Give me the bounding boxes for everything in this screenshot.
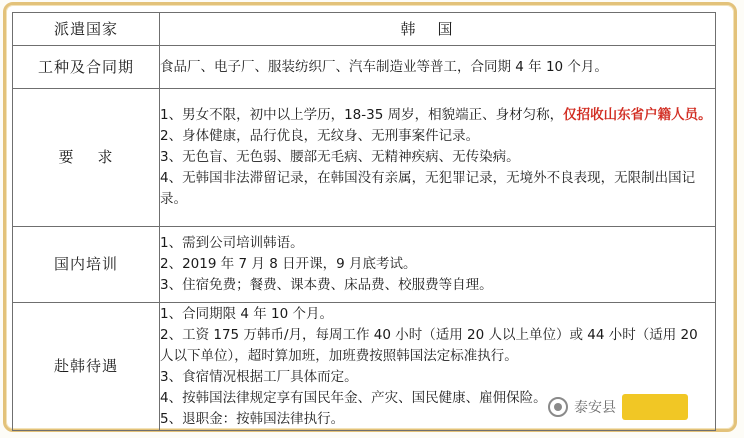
benefit-item: 3、食宿情况根据工厂具体而定。: [160, 368, 358, 385]
watermark-logo: [622, 394, 688, 420]
row-job: [13, 46, 716, 89]
requirement-item-1: [160, 105, 715, 126]
training-item: 2、2019 年 7 月 8 日开课，9 月底考试。: [160, 256, 417, 272]
value-training: [160, 227, 716, 303]
label-benefits: 赴韩待遇: [13, 303, 160, 431]
benefit-item: 4、按韩国法律规定享有国民年金、产灾、国民健康、雇佣保险。: [160, 389, 547, 406]
value-job: 食品厂、电子厂、服装纺织厂、汽车制造业等普工，合同期 4 年 10 个月。: [160, 46, 716, 89]
label-requirements-text: 要 求: [58, 148, 114, 166]
row-country: [13, 13, 716, 46]
training-item: 3、住宿免费；餐费、课本费、床品费、校服费等自理。: [160, 277, 493, 293]
requirement-item-4: 4、无韩国非法滞留记录，在韩国没有亲属，无犯罪记录，无境外不良表现，无限制出国记录。: [160, 170, 696, 207]
requirement-item-1-highlight: 仅招收山东省户籍人员。: [563, 107, 712, 123]
row-requirements: [13, 89, 716, 227]
wechat-icon: [548, 397, 568, 417]
label-training: 国内培训: [13, 227, 160, 303]
benefit-item: 1、合同期限 4 年 10 个月。: [160, 305, 334, 322]
value-country: 韩国: [160, 13, 716, 46]
recruitment-table: [12, 12, 716, 431]
label-job: 工种及合同期: [13, 46, 160, 89]
label-country: 派遣国家: [13, 13, 160, 46]
training-item: 1、需到公司培训韩语。: [160, 235, 304, 251]
value-requirements: [160, 89, 716, 227]
row-training: [13, 227, 716, 303]
requirement-item-2: 2、身体健康，品行优良，无纹身、无刑事案件记录。: [160, 128, 480, 144]
watermark: [548, 392, 688, 422]
label-requirements: [13, 89, 160, 227]
benefit-item: 2、工资 175 万韩币/月，每周工作 40 小时（适用 20 人以上单位）或 44 小时（适用 20 人以下单位），超时算加班，加班费按照韩国法定标准执行。: [160, 326, 698, 364]
requirement-item-1-text: 1、男女不限，初中以上学历，18-35 周岁，相貌端正、身材匀称，: [160, 107, 564, 123]
requirement-item-3: 3、无色盲、无色弱、腰部无毛病、无精神疾病、无传染病。: [160, 149, 520, 165]
watermark-text: 泰安县: [574, 400, 616, 416]
benefit-item: 5、退职金：按韩国法律执行。: [160, 410, 345, 427]
